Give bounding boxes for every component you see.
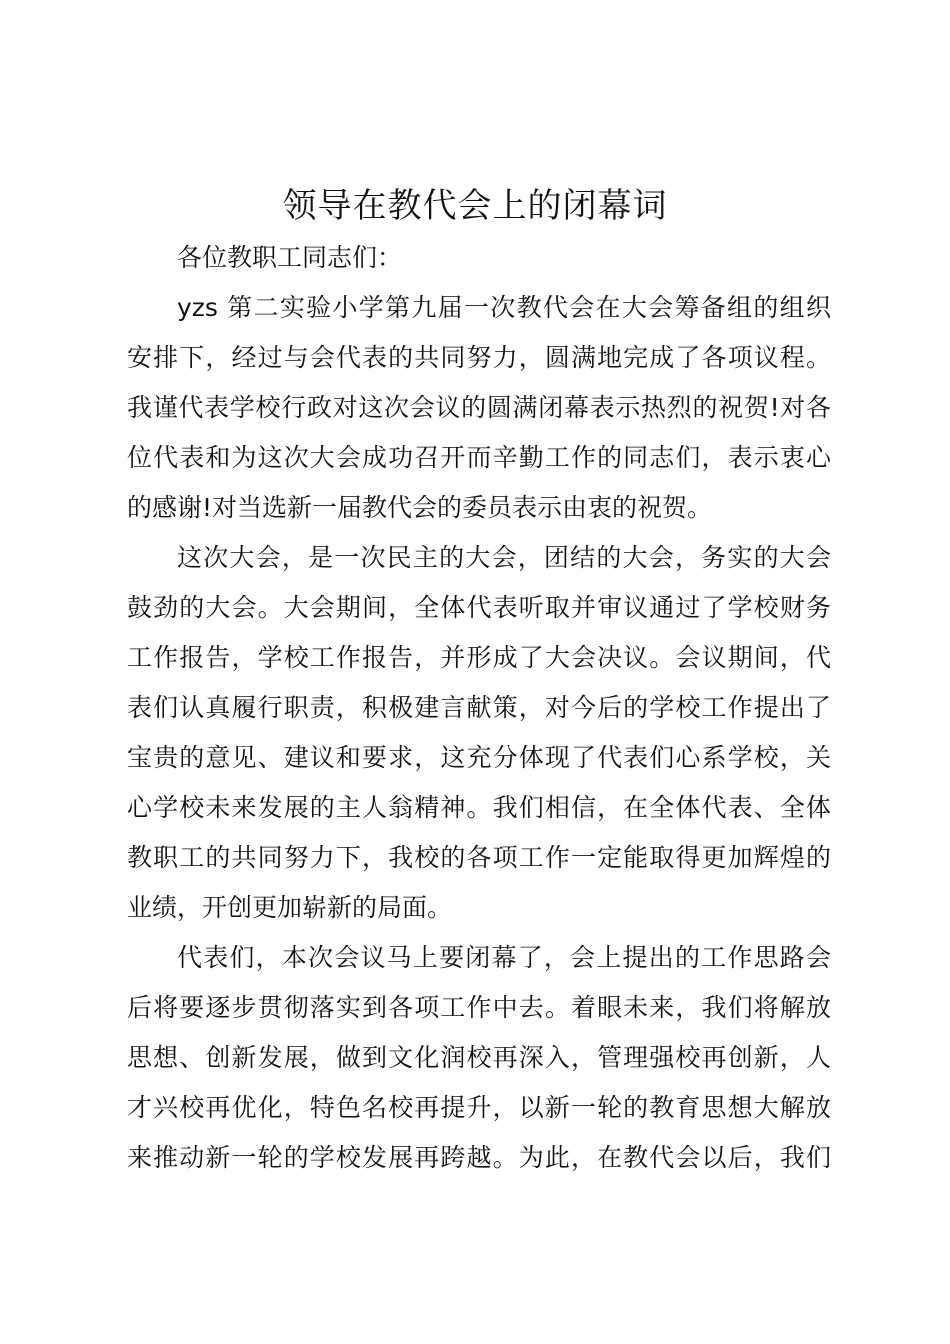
paragraph-2-line: 业绩，开创更加崭新的局面。	[127, 893, 453, 922]
paragraph-2-line: 心学校未来发展的主人翁精神。我们相信，在全体代表、全体	[127, 793, 831, 822]
document-title: 领导在教代会上的闭幕词	[282, 186, 668, 226]
paragraph-3-line: 代表们，本次会议马上要闭幕了，会上提出的工作思路会	[177, 943, 831, 972]
paragraph-3-line: 才兴校再优化，特色名校再提升，以新一轮的教育思想大解放	[127, 1093, 831, 1122]
paragraph-2-line: 工作报告，学校工作报告，并形成了大会决议。会议期间，代	[127, 643, 831, 672]
paragraph-1-line: yzs 第二实验小学第九届一次教代会在大会筹备组的组织	[177, 293, 831, 322]
paragraph-1-line: 位代表和为这次大会成功召开而辛勤工作的同志们，表示衷心	[127, 443, 831, 472]
paragraph-1-line: 安排下，经过与会代表的共同努力，圆满地完成了各项议程。	[127, 343, 831, 372]
paragraph-1-line: 的感谢!对当选新一届教代会的委员表示由衷的祝贺。	[127, 493, 713, 522]
salutation-line: 各位教职工同志们：	[177, 243, 403, 272]
paragraph-2-line: 教职工的共同努力下，我校的各项工作一定能取得更加辉煌的	[127, 843, 831, 872]
paragraph-3-line: 后将要逐步贯彻落实到各项工作中去。着眼未来，我们将解放	[127, 993, 831, 1022]
paragraph-3-line: 来推动新一轮的学校发展再跨越。为此，在教代会以后，我们	[127, 1143, 831, 1172]
paragraph-2-line: 这次大会，是一次民主的大会，团结的大会，务实的大会	[177, 543, 831, 572]
document-body	[127, 233, 831, 1183]
paragraph-2-line: 宝贵的意见、建议和要求，这充分体现了代表们心系学校，关	[127, 743, 831, 772]
paragraph-2-line: 鼓劲的大会。大会期间，全体代表听取并审议通过了学校财务	[127, 593, 831, 622]
paragraph-3-line: 思想、创新发展，做到文化润校再深入，管理强校再创新，人	[127, 1043, 831, 1072]
paragraph-1-line: 我谨代表学校行政对这次会议的圆满闭幕表示热烈的祝贺!对各	[127, 393, 831, 422]
paragraph-2-line: 表们认真履行职责，积极建言献策，对今后的学校工作提出了	[127, 693, 831, 722]
